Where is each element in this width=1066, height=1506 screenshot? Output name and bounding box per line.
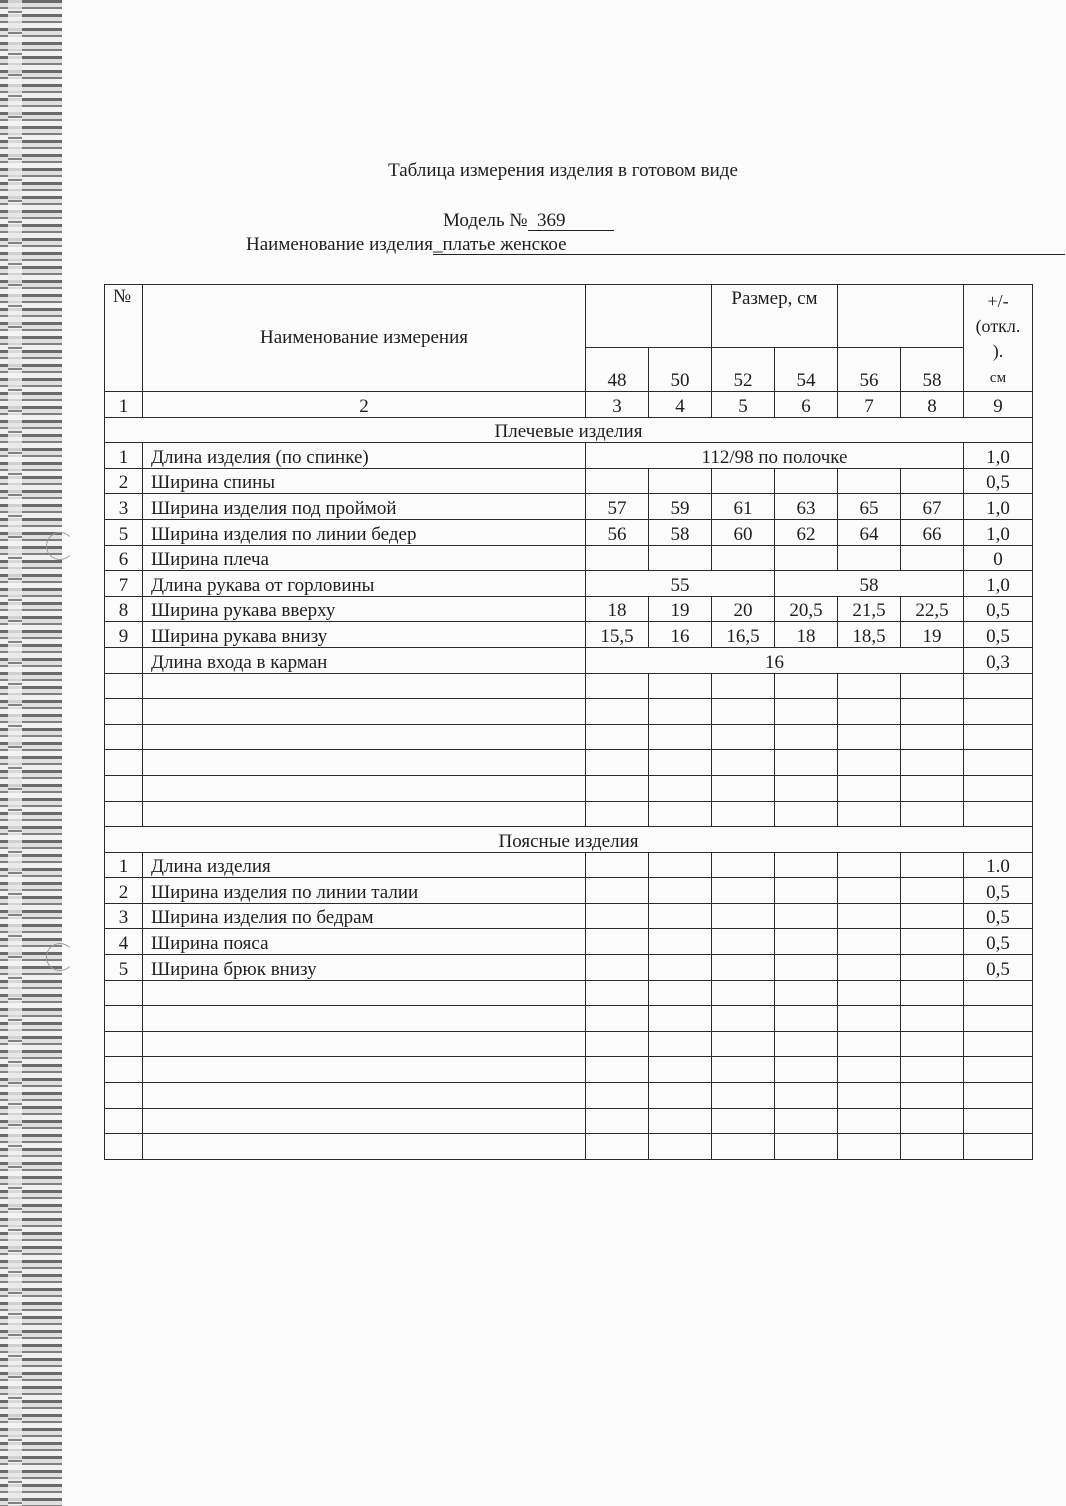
empty-cell [586, 1134, 649, 1160]
size-value: 18,5 [838, 622, 901, 648]
empty-cell [901, 775, 964, 801]
empty-cell [838, 724, 901, 750]
empty-cell [712, 673, 775, 699]
empty-cell [649, 1108, 712, 1134]
section-row [105, 417, 1033, 443]
empty-cell [964, 724, 1033, 750]
empty-cell [838, 1083, 901, 1109]
size-value [838, 903, 901, 929]
column-number: 7 [838, 392, 901, 418]
table-row [105, 443, 1033, 469]
row-number: 3 [105, 494, 143, 520]
size-value [838, 468, 901, 494]
measurement-table [104, 284, 1033, 1160]
tolerance-value: 1.0 [964, 852, 1033, 878]
empty-cell [105, 750, 143, 776]
empty-cell [105, 801, 143, 827]
tolerance-value: 0,3 [964, 647, 1033, 673]
size-value [775, 852, 838, 878]
empty-cell [586, 1006, 649, 1032]
empty-cell [712, 980, 775, 1006]
size-value [712, 929, 775, 955]
empty-cell [712, 801, 775, 827]
empty-cell [105, 775, 143, 801]
row-number: 2 [105, 468, 143, 494]
table-row [105, 519, 1033, 545]
row-number: 8 [105, 596, 143, 622]
empty-cell [143, 1108, 586, 1134]
empty-cell [649, 1134, 712, 1160]
size-value [712, 545, 775, 571]
tolerance-value: 0,5 [964, 955, 1033, 981]
size-value [649, 878, 712, 904]
empty-cell [901, 1083, 964, 1109]
column-number: 5 [712, 392, 775, 418]
tolerance-value: 0,5 [964, 596, 1033, 622]
measurement-name: Ширина рукава вверху [143, 596, 586, 622]
table-row [105, 852, 1033, 878]
empty-cell [105, 699, 143, 725]
empty-cell [964, 1006, 1033, 1032]
empty-cell [143, 1006, 586, 1032]
empty-cell [838, 699, 901, 725]
empty-cell [143, 750, 586, 776]
empty-cell [649, 1031, 712, 1057]
empty-cell [105, 1006, 143, 1032]
item-label: Наименование изделия [246, 234, 433, 255]
empty-cell [586, 1083, 649, 1109]
size-value [838, 878, 901, 904]
row-number: 7 [105, 571, 143, 597]
model-number-line [443, 210, 614, 232]
empty-cell [586, 673, 649, 699]
header-size-48: 48 [586, 348, 649, 392]
size-value: 67 [901, 494, 964, 520]
empty-cell [143, 1083, 586, 1109]
item-value: платье женское [442, 234, 567, 255]
table-row-empty [105, 801, 1033, 827]
tolerance-value: 0,5 [964, 903, 1033, 929]
empty-cell [105, 1057, 143, 1083]
empty-cell [775, 1006, 838, 1032]
empty-cell [143, 1134, 586, 1160]
size-value: 59 [649, 494, 712, 520]
empty-cell [901, 1134, 964, 1160]
empty-cell [143, 699, 586, 725]
size-value: 15,5 [586, 622, 649, 648]
empty-cell [775, 699, 838, 725]
size-value [901, 955, 964, 981]
empty-cell [586, 1057, 649, 1083]
empty-cell [105, 724, 143, 750]
empty-cell [838, 1006, 901, 1032]
size-value [838, 545, 901, 571]
punch-hole-mark [46, 532, 74, 560]
header-number: № [105, 285, 143, 392]
empty-cell [775, 1057, 838, 1083]
size-value [901, 878, 964, 904]
size-value [586, 955, 649, 981]
row-number: 6 [105, 545, 143, 571]
table-row-empty [105, 1031, 1033, 1057]
size-value: 22,5 [901, 596, 964, 622]
empty-cell [775, 1108, 838, 1134]
table-row-empty [105, 699, 1033, 725]
empty-cell [901, 724, 964, 750]
size-value: 20 [712, 596, 775, 622]
tolerance-value: 1,0 [964, 519, 1033, 545]
empty-cell [143, 980, 586, 1006]
section-title: Поясные изделия [105, 827, 1033, 853]
tolerance-value: 1,0 [964, 494, 1033, 520]
merged-size-value: 58 [775, 571, 964, 597]
size-value [775, 929, 838, 955]
header-size-54: 54 [775, 348, 838, 392]
empty-cell [105, 1083, 143, 1109]
size-value [712, 903, 775, 929]
empty-cell [964, 750, 1033, 776]
size-value: 21,5 [838, 596, 901, 622]
empty-cell [586, 750, 649, 776]
item-name-line [246, 234, 1065, 256]
empty-cell [964, 1057, 1033, 1083]
empty-cell [586, 801, 649, 827]
empty-cell [964, 801, 1033, 827]
header-measurement-name: Наименование измерения [143, 285, 586, 392]
row-number: 1 [105, 852, 143, 878]
measurement-name: Ширина изделия по бедрам [143, 903, 586, 929]
empty-cell [838, 980, 901, 1006]
measurement-name: Ширина плеча [143, 545, 586, 571]
size-value [712, 955, 775, 981]
size-value: 64 [838, 519, 901, 545]
size-value [712, 468, 775, 494]
size-value: 65 [838, 494, 901, 520]
merged-size-value: 16 [586, 647, 964, 673]
table-row-empty [105, 750, 1033, 776]
empty-cell [712, 1057, 775, 1083]
empty-cell [838, 673, 901, 699]
header-size-group: Размер, см [712, 285, 838, 348]
size-value [838, 955, 901, 981]
measurement-name: Длина рукава от горловины [143, 571, 586, 597]
model-value: 369 [537, 210, 566, 231]
tolerance-value: 0,5 [964, 929, 1033, 955]
size-value [649, 468, 712, 494]
empty-cell [838, 801, 901, 827]
size-value: 57 [586, 494, 649, 520]
table-row [105, 929, 1033, 955]
size-value: 66 [901, 519, 964, 545]
measurement-name: Длина изделия (по спинке) [143, 443, 586, 469]
size-value [838, 929, 901, 955]
size-value [649, 852, 712, 878]
size-value [586, 903, 649, 929]
size-value [901, 545, 964, 571]
empty-cell [712, 1031, 775, 1057]
empty-cell [105, 980, 143, 1006]
empty-cell [775, 1134, 838, 1160]
size-value: 16 [649, 622, 712, 648]
empty-cell [105, 1108, 143, 1134]
size-value [586, 878, 649, 904]
empty-cell [649, 980, 712, 1006]
empty-cell [838, 1108, 901, 1134]
row-number: 5 [105, 519, 143, 545]
empty-cell [586, 1031, 649, 1057]
header-size-58: 58 [901, 348, 964, 392]
empty-cell [775, 750, 838, 776]
header-size-56: 56 [838, 348, 901, 392]
empty-cell [712, 1083, 775, 1109]
size-value [586, 545, 649, 571]
row-number: 4 [105, 929, 143, 955]
size-value [775, 545, 838, 571]
empty-cell [901, 673, 964, 699]
size-value [901, 903, 964, 929]
empty-cell [964, 699, 1033, 725]
merged-size-value: 112/98 по полочке [586, 443, 964, 469]
measurement-name: Ширина рукава внизу [143, 622, 586, 648]
empty-cell [901, 980, 964, 1006]
size-value [586, 929, 649, 955]
size-value [775, 955, 838, 981]
empty-cell [964, 1031, 1033, 1057]
empty-cell [838, 1031, 901, 1057]
item-value-underline: _платье женское [433, 235, 1065, 255]
tolerance-value: 0 [964, 545, 1033, 571]
row-number: 5 [105, 955, 143, 981]
empty-cell [901, 1057, 964, 1083]
empty-cell [586, 1108, 649, 1134]
empty-cell [649, 673, 712, 699]
header-blank [838, 285, 964, 348]
empty-cell [712, 1006, 775, 1032]
header-size-50: 50 [649, 348, 712, 392]
row-number: 1 [105, 443, 143, 469]
size-value [775, 468, 838, 494]
table-row [105, 468, 1033, 494]
measurement-name: Ширина изделия по линии бедер [143, 519, 586, 545]
empty-cell [964, 775, 1033, 801]
empty-cell [838, 775, 901, 801]
size-value: 19 [649, 596, 712, 622]
size-value [838, 852, 901, 878]
size-value: 16,5 [712, 622, 775, 648]
table-row-empty [105, 1108, 1033, 1134]
size-value: 18 [775, 622, 838, 648]
size-value [649, 545, 712, 571]
empty-cell [586, 980, 649, 1006]
empty-cell [143, 1057, 586, 1083]
empty-cell [586, 699, 649, 725]
column-number: 3 [586, 392, 649, 418]
table-row [105, 494, 1033, 520]
table-row [105, 545, 1033, 571]
table-row-empty [105, 724, 1033, 750]
scan-binding-edge-strip [8, 0, 22, 1506]
table-row [105, 647, 1033, 673]
tolerance-value: 1,0 [964, 571, 1033, 597]
empty-cell [649, 775, 712, 801]
empty-cell [838, 1057, 901, 1083]
empty-cell [775, 1031, 838, 1057]
size-value: 20,5 [775, 596, 838, 622]
document-title: Таблица измерения изделия в готовом виде [388, 160, 738, 181]
size-value [901, 852, 964, 878]
column-number: 8 [901, 392, 964, 418]
empty-cell [649, 750, 712, 776]
table-row [105, 596, 1033, 622]
empty-cell [775, 801, 838, 827]
empty-cell [964, 1134, 1033, 1160]
row-number: 3 [105, 903, 143, 929]
table-row-empty [105, 1134, 1033, 1160]
table-row [105, 955, 1033, 981]
table-row [105, 878, 1033, 904]
tolerance-value: 0,5 [964, 878, 1033, 904]
size-value [901, 468, 964, 494]
empty-cell [712, 750, 775, 776]
size-value [649, 955, 712, 981]
row-number [105, 647, 143, 673]
table-row-empty [105, 1057, 1033, 1083]
column-number: 1 [105, 392, 143, 418]
empty-cell [105, 673, 143, 699]
empty-cell [775, 673, 838, 699]
merged-size-value: 55 [586, 571, 775, 597]
size-value [649, 929, 712, 955]
size-value [901, 929, 964, 955]
empty-cell [775, 980, 838, 1006]
empty-cell [143, 801, 586, 827]
empty-cell [649, 1083, 712, 1109]
measurement-name: Длина изделия [143, 852, 586, 878]
empty-cell [712, 1108, 775, 1134]
empty-cell [775, 1083, 838, 1109]
table-row [105, 571, 1033, 597]
empty-cell [143, 1031, 586, 1057]
empty-cell [775, 775, 838, 801]
table-row-empty [105, 673, 1033, 699]
measurement-name: Ширина брюк внизу [143, 955, 586, 981]
section-row [105, 827, 1033, 853]
section-title: Плечевые изделия [105, 417, 1033, 443]
empty-cell [964, 1108, 1033, 1134]
empty-cell [586, 724, 649, 750]
empty-cell [901, 1031, 964, 1057]
column-number: 2 [143, 392, 586, 418]
table-row-empty [105, 775, 1033, 801]
empty-cell [901, 699, 964, 725]
empty-cell [143, 775, 586, 801]
empty-cell [143, 724, 586, 750]
row-number: 2 [105, 878, 143, 904]
empty-cell [712, 699, 775, 725]
empty-cell [901, 1006, 964, 1032]
table-row-empty [105, 1006, 1033, 1032]
empty-cell [143, 673, 586, 699]
empty-cell [649, 724, 712, 750]
size-value: 58 [649, 519, 712, 545]
empty-cell [775, 724, 838, 750]
empty-cell [649, 1057, 712, 1083]
empty-cell [838, 1134, 901, 1160]
empty-cell [901, 750, 964, 776]
empty-cell [649, 699, 712, 725]
size-value [586, 852, 649, 878]
measurement-name: Длина входа в карман [143, 647, 586, 673]
tolerance-value: 0,5 [964, 468, 1033, 494]
empty-cell [649, 801, 712, 827]
size-value: 63 [775, 494, 838, 520]
measurement-name: Ширина изделия под проймой [143, 494, 586, 520]
empty-cell [712, 724, 775, 750]
empty-cell [105, 1031, 143, 1057]
tolerance-value: 0,5 [964, 622, 1033, 648]
header-size-52: 52 [712, 348, 775, 392]
size-value: 19 [901, 622, 964, 648]
table-row-empty [105, 980, 1033, 1006]
column-number: 4 [649, 392, 712, 418]
empty-cell [964, 1083, 1033, 1109]
empty-cell [712, 775, 775, 801]
size-value [712, 878, 775, 904]
size-value [775, 878, 838, 904]
measurement-name: Ширина изделия по линии талии [143, 878, 586, 904]
punch-hole-mark [46, 943, 74, 971]
empty-cell [649, 1006, 712, 1032]
empty-cell [964, 980, 1033, 1006]
empty-cell [712, 1134, 775, 1160]
size-value: 18 [586, 596, 649, 622]
model-value-underline [528, 211, 614, 231]
header-tolerance: +/- (откл. ). см [964, 285, 1033, 392]
table-row [105, 622, 1033, 648]
empty-cell [964, 673, 1033, 699]
size-value [586, 468, 649, 494]
empty-cell [586, 775, 649, 801]
measurement-name: Ширина пояса [143, 929, 586, 955]
table-row-empty [105, 1083, 1033, 1109]
size-value: 60 [712, 519, 775, 545]
size-value: 62 [775, 519, 838, 545]
size-value: 61 [712, 494, 775, 520]
size-value: 56 [586, 519, 649, 545]
column-number: 9 [964, 392, 1033, 418]
size-value [712, 852, 775, 878]
measurement-name: Ширина спины [143, 468, 586, 494]
model-label: Модель № [443, 210, 528, 231]
column-number: 6 [775, 392, 838, 418]
size-value [649, 903, 712, 929]
empty-cell [901, 801, 964, 827]
empty-cell [838, 750, 901, 776]
tolerance-value: 1,0 [964, 443, 1033, 469]
header-blank [586, 285, 712, 348]
table-row [105, 903, 1033, 929]
empty-cell [105, 1134, 143, 1160]
size-value [775, 903, 838, 929]
empty-cell [901, 1108, 964, 1134]
row-number: 9 [105, 622, 143, 648]
